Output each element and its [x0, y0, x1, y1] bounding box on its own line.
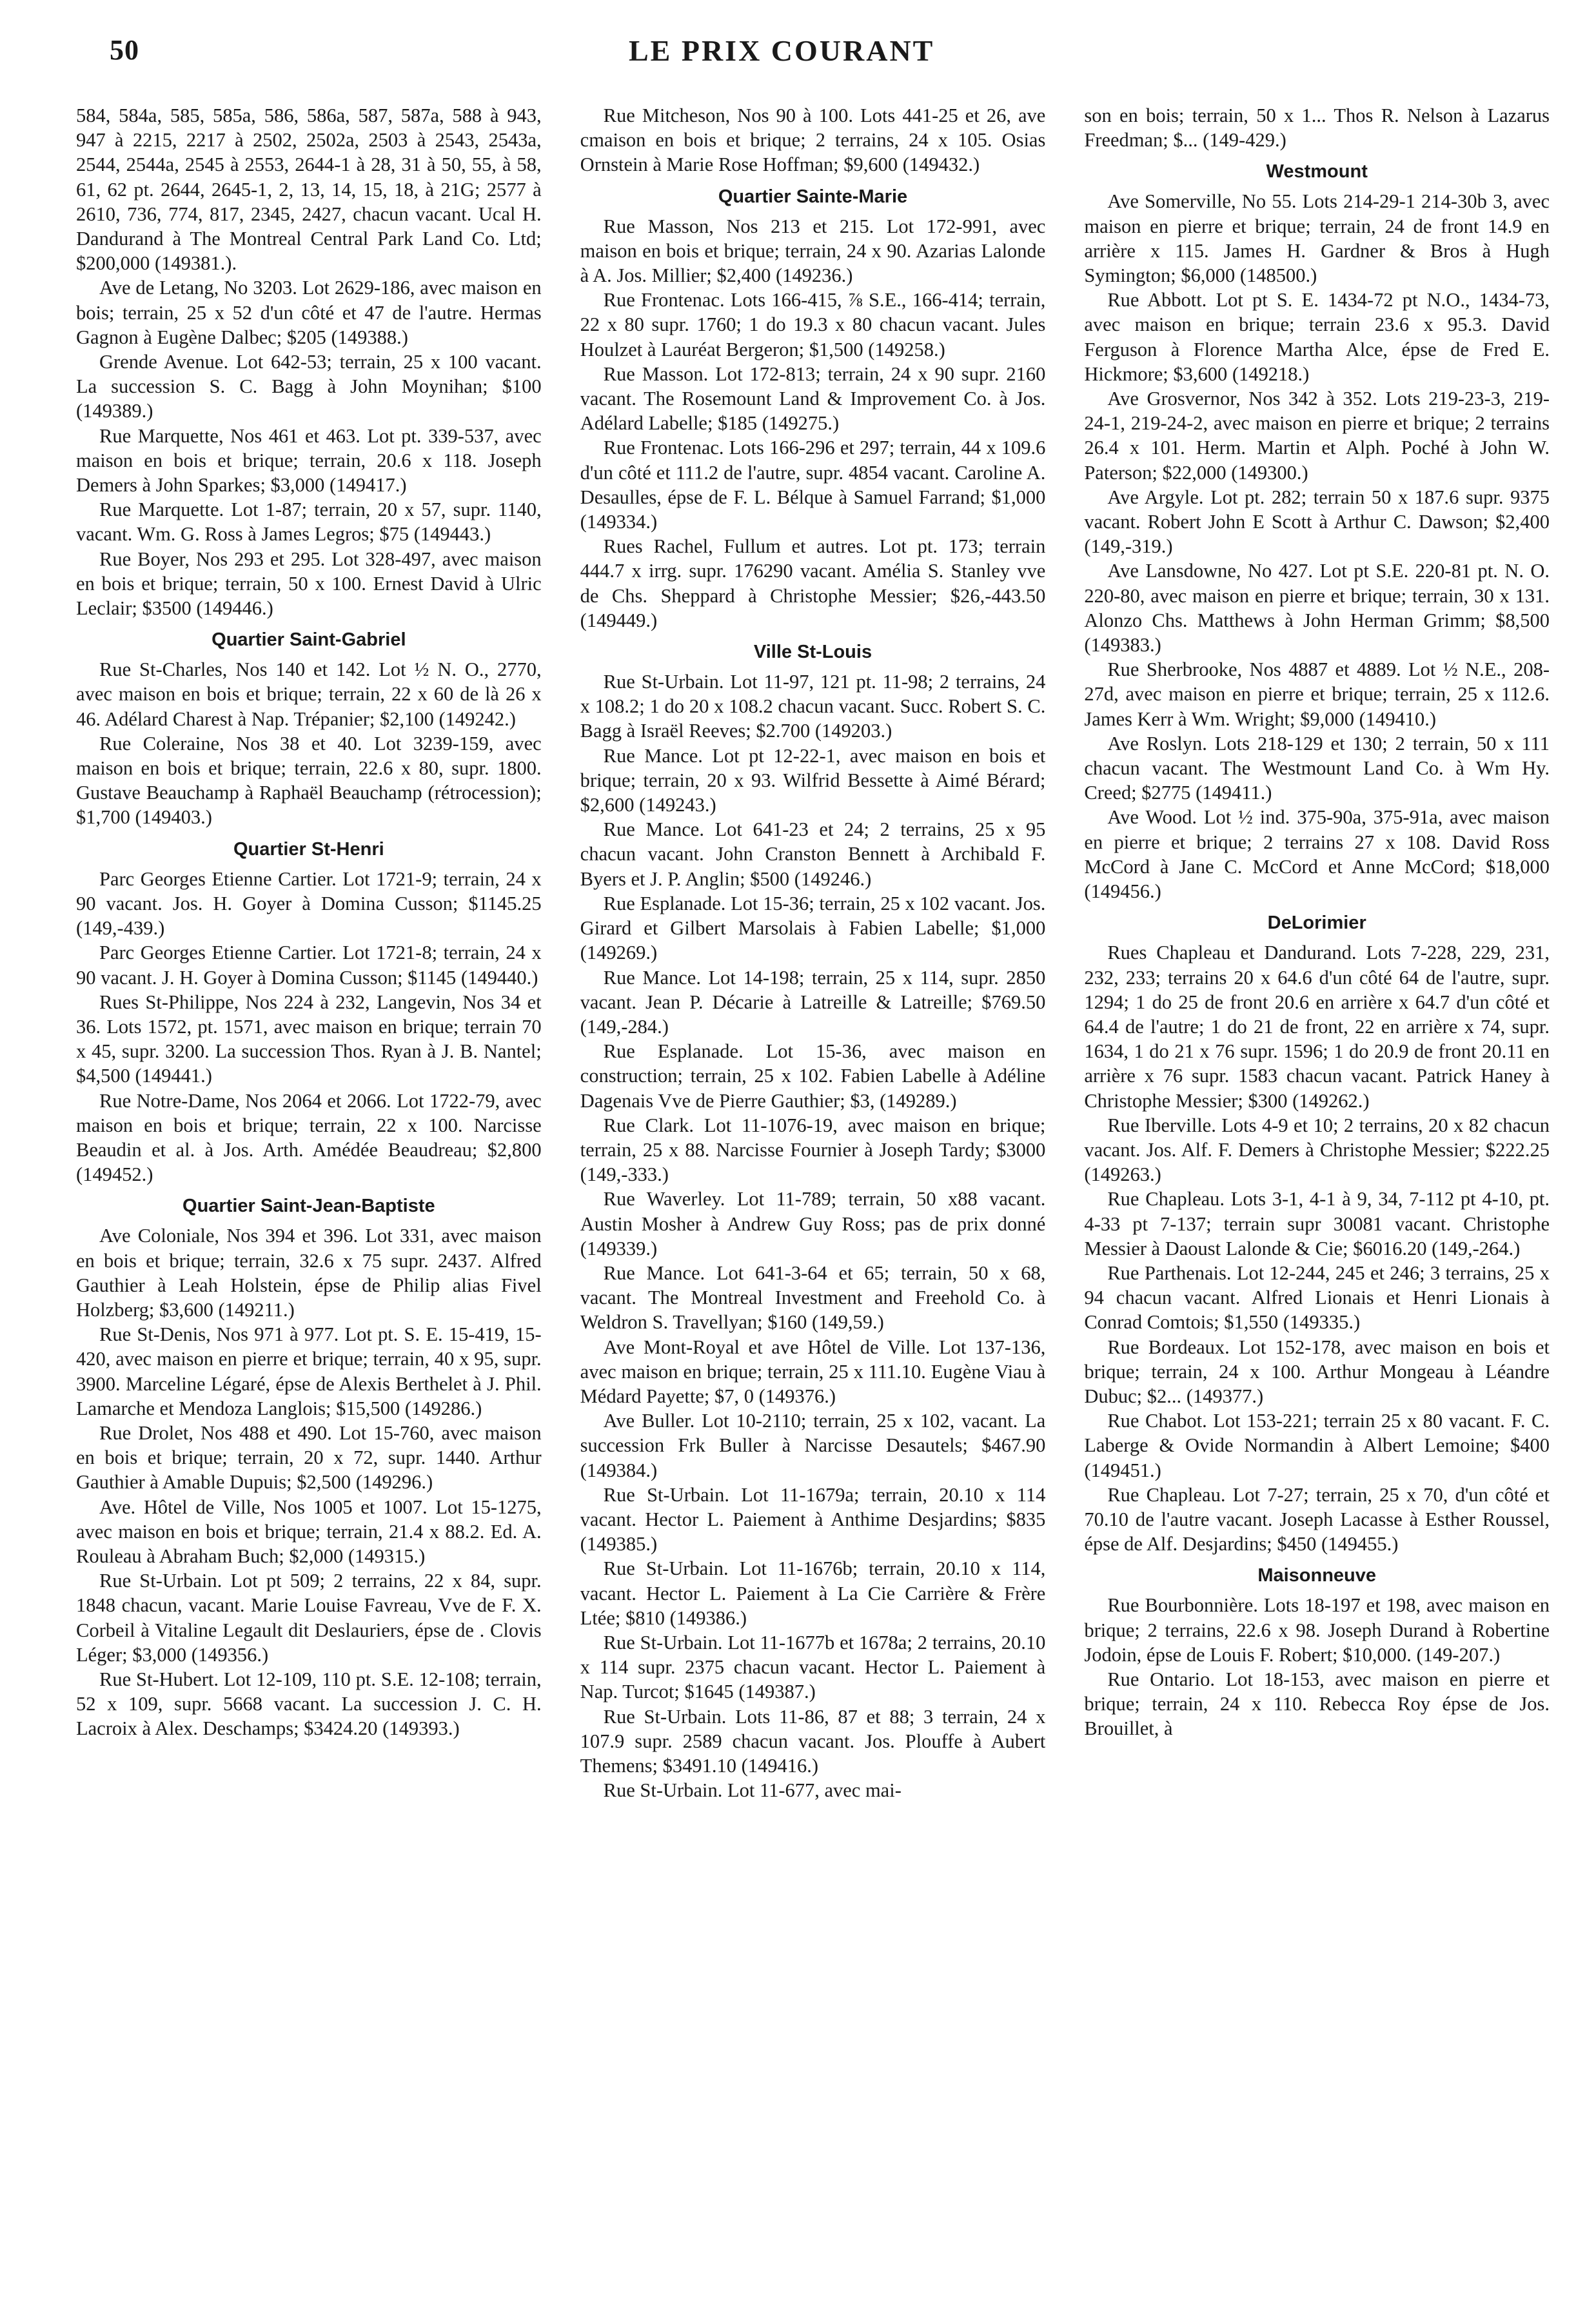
property-transaction-entry: son en bois; terrain, 50 x 1... Thos R. Nelson à Lazarus Freedman; $... (149-429.): [1084, 104, 1550, 152]
property-transaction-entry: Rue St-Urbain. Lot 11-677, avec mai-: [603, 1779, 901, 1802]
property-transaction-entry: Rue Chabot. Lot 153-221; terrain 25 x 80 vacant. F. C. Laberge & Ovide Normandin à Albert Lemoine; $400 (149451.): [1084, 1410, 1550, 1481]
property-transaction-entry: Rue St-Urbain. Lot 11-1679a; terrain, 20.10 x 114 vacant. Hector L. Paiement à Anthime Desjardins; $835 (149385.): [580, 1483, 1046, 1555]
property-transaction-entry: Rue Coleraine, Nos 38 et 40. Lot 3239-159, avec maison en bois et brique; terrain, 22.6 x 80, supr. 1800. Gustave Beauchamp à Raphaël Beauchamp (rétrocession); $1,700 (149403.): [76, 732, 542, 829]
property-transaction-entry: Rue Mance. Lot pt 12-22-1, avec maison en bois et brique; terrain, 20 x 93. Wilfrid Bessette à Aimé Bérard; $2,600 (149243.): [580, 744, 1046, 816]
section-heading: Quartier St-Henri: [233, 838, 384, 860]
page-number: 50: [110, 34, 139, 66]
property-transaction-entry: Rue Mitcheson, Nos 90 à 100. Lots 441-25 et 26, ave cmaison en bois et brique; 2 terrains, 24 x 105. Osias Ornstein à Marie Rose Hoffman; $9,600 (149432.): [580, 104, 1046, 176]
property-transaction-entry: Rues Chapleau et Dandurand. Lots 7-228, 229, 231, 232, 233; terrains 20 x 64.6 d'un côté 64 de l'autre, supr. 1294; 1 do 25 de front 20.6 en arrière x 64.7 d'un côté et 64.4 de l'autre; 1 do 21 de front, 22 en arrière x 74, supr. 1634, 1 do 21 x 76 supr. 1596; 1 do 20.9 de front 20.11 en arrière x 76 supr. 1583 chacun vacant. Patrick Haney à Christophe Messier; $300 (149262.): [1084, 942, 1550, 1112]
property-transaction-entry: Rue Boyer, Nos 293 et 295. Lot 328-497, avec maison en bois et brique; terrain, 50 x 100. Ernest David à Ulric Leclair; $3500 (149446.): [76, 548, 542, 620]
property-transaction-entry: Rue Drolet, Nos 488 et 490. Lot 15-760, avec maison en bois et brique; terrain, 20 x 72, supr. 1440. Arthur Gauthier à Amable Dupuis; $2,500 (149296.): [76, 1421, 542, 1494]
property-transaction-entry: Rue Masson, Nos 213 et 215. Lot 172-991, avec maison en bois et brique; terrain, 24 x 90. Azarias Lalonde à A. Jos. Millier; $2,400 (149236.): [580, 215, 1046, 287]
property-transaction-entry: Rues St-Philippe, Nos 224 à 232, Langevin, Nos 34 et 36. Lots 1572, pt. 1571, avec maison en brique; terrain 70 x 45, supr. 3200. La succession Thos. Ryan à J. B. Nantel; $4,500 (149441.): [76, 991, 542, 1087]
property-transaction-entry: 584, 584a, 585, 585a, 586, 586a, 587, 587a, 588 à 943, 947 à 2215, 2217 à 2502, 2502a, 2503 à 2543, 2543a, 2544, 2544a, 2545 à 2553, 2644-1 à 28, 31 à 50, 55, à 58, 61, 62 pt. 2644, 2645-1, 2, 13, 14, 15, 18, à 21G; 2577 à 2610, 736, 774, 817, 2345, 2427, chacun vacant. Ucal H. Dandurand à The Montreal Central Park Land Co. Ltd; $200,000 (149381.).: [76, 104, 542, 275]
property-transaction-entry: Rues Rachel, Fullum et autres. Lot pt. 173; terrain 444.7 x irrg. supr. 176290 vacant. Amélia S. Stanley vve de Chs. Sheppard à Christophe Messier; $26,-443.50 (149449.): [580, 535, 1046, 631]
property-transaction-entry: Rue St-Hubert. Lot 12-109, 110 pt. S.E. 12-108; terrain, 52 x 109, supr. 5668 vacant. La succession J. C. H. Lacroix à Alex. Deschamps; $3424.20 (149393.): [76, 1668, 542, 1740]
running-title: LE PRIX COURANT: [629, 34, 935, 67]
property-transaction-entry: Grende Avenue. Lot 642-53; terrain, 25 x 100 vacant. La succession S. C. Bagg à John Moynihan; $100 (149389.): [76, 351, 542, 422]
property-transaction-entry: Rue St-Urbain. Lot 11-1677b et 1678a; 2 terrains, 20.10 x 114 supr. 2375 chacun vacant. Hector L. Paiement à Nap. Turcot; $1645 (149387.): [580, 1631, 1046, 1703]
property-transaction-entry: Ave Buller. Lot 10-2110; terrain, 25 x 102, vacant. La succession Frk Buller à Narcisse Desautels; $467.90 (149384.): [580, 1410, 1046, 1481]
property-transaction-entry: Rue St-Charles, Nos 140 et 142. Lot ½ N. O., 2770, avec maison en bois et brique; terrain, 22 x 60 de là 26 x 46. Adélard Charest à Nap. Trépanier; $2,100 (149242.): [76, 658, 542, 730]
section-heading: Quartier Sainte-Marie: [718, 186, 908, 207]
property-transaction-entry: Rue Waverley. Lot 11-789; terrain, 50 x88 vacant. Austin Mosher à Andrew Guy Ross; pas de prix donné (149339.): [580, 1188, 1046, 1259]
property-transaction-entry: Ave Wood. Lot ½ ind. 375-90a, 375-91a, avec maison en pierre et brique; 2 terrains 27 x 108. David Ross McCord à Jane C. McCord et Anne McCord; $18,000 (149456.): [1084, 806, 1550, 903]
property-transaction-entry: Rue Clark. Lot 11-1076-19, avec maison en brique; terrain, 25 x 88. Narcisse Fournier à Joseph Tardy; $3000 (149,-333.): [580, 1114, 1046, 1186]
property-transaction-entry: Parc Georges Etienne Cartier. Lot 1721-8; terrain, 24 x 90 vacant. J. H. Goyer à Domina Cusson; $1145 (149440.): [76, 942, 542, 989]
text-columns: [76, 103, 1550, 2296]
property-transaction-entry: Rue Mance. Lot 14-198; terrain, 25 x 114, supr. 2850 vacant. Jean P. Décarie à Latreille & Latreille; $769.50 (149,-284.): [580, 966, 1046, 1038]
property-transaction-entry: Rue St-Urbain. Lot 11-1676b; terrain, 20.10 x 114, vacant. Hector L. Paiement à La Cie Carrière & Frère Ltée; $810 (149386.): [580, 1557, 1046, 1629]
section-heading: Quartier Saint-Jean-Baptiste: [182, 1196, 435, 1217]
property-transaction-entry: Rue Notre-Dame, Nos 2064 et 2066. Lot 1722-79, avec maison en bois et brique; terrain, 22 x 100. Narcisse Beaudin et al. à Jos. Arth. Amédée Beaudreau; $2,800 (149452.): [76, 1089, 542, 1186]
column-1: [76, 103, 542, 2296]
section-heading: Quartier Saint-Gabriel: [212, 629, 406, 651]
section-heading: Ville St-Louis: [753, 642, 872, 663]
property-transaction-entry: Rue Iberville. Lots 4-9 et 10; 2 terrains, 20 x 82 chacun vacant. Jos. Alf. F. Demers à Christophe Messier; $222.25 (149263.): [1084, 1114, 1550, 1186]
property-transaction-entry: Rue Frontenac. Lots 166-296 et 297; terrain, 44 x 109.6 d'un côté et 111.2 de l'autre, supr. 4854 vacant. Caroline A. Desaulles, épse de F. L. Bélque à Samuel Farrand; $1,000 (149334.): [580, 437, 1046, 533]
property-transaction-entry: Ave Coloniale, Nos 394 et 396. Lot 331, avec maison en bois et brique; terrain, 32.6 x 75 supr. 2437. Alfred Gauthier à Leah Holstein, épse de Philip alias Fivel Holzberg; $3,600 (149211.): [76, 1225, 542, 1321]
property-transaction-entry: Rue St-Denis, Nos 971 à 977. Lot pt. S. E. 15-419, 15-420, avec maison en pierre et brique; terrain, 40 x 95, supr. 3900. Marceline Légaré, épse de Alexis Berthelet à J. Phil. Lamarche et Mendoza Langlois; $15,500 (149286.): [76, 1323, 542, 1419]
property-transaction-entry: Rue Masson. Lot 172-813; terrain, 24 x 90 supr. 2160 vacant. The Rosemount Land & Improvement Co. à Jos. Adélard Labelle; $185 (149275.): [580, 362, 1046, 435]
property-transaction-entry: Rue Chapleau. Lot 7-27; terrain, 25 x 70, d'un côté et 70.10 de l'autre vacant. Joseph Lacasse à Esther Roussel, épse de Alf. Desjardins; $450 (149455.): [1084, 1483, 1550, 1555]
property-transaction-entry: Ave Roslyn. Lots 218-129 et 130; 2 terrain, 50 x 111 chacun vacant. The Westmount Land Co. à Wm Hy. Creed; $2775 (149411.): [1084, 732, 1550, 804]
property-transaction-entry: Rue Parthenais. Lot 12-244, 245 et 246; 3 terrains, 25 x 94 chacun vacant. Alfred Lionais et Henri Lionais à Conrad Comtois; $1,550 (149335.): [1084, 1261, 1550, 1334]
property-transaction-entry: Rue Marquette. Lot 1-87; terrain, 20 x 57, supr. 1140, vacant. Wm. G. Ross à James Legros; $75 (149443.): [76, 499, 542, 546]
column-3: [1084, 103, 1550, 2296]
property-transaction-entry: Rue Sherbrooke, Nos 4887 et 4889. Lot ½ N.E., 208-27d, avec maison en pierre et brique; terrain, 25 x 112.6. James Kerr à Wm. Wright; $9,000 (149410.): [1084, 658, 1550, 730]
property-transaction-entry: Ave Argyle. Lot pt. 282; terrain 50 x 187.6 supr. 9375 vacant. Robert John E Scott à Arthur C. Dawson; $2,400 (149,-319.): [1084, 486, 1550, 558]
section-heading: DeLorimier: [1267, 913, 1366, 934]
property-transaction-entry: Rue Ontario. Lot 18-153, avec maison en pierre et brique; terrain, 24 x 110. Rebecca Roy épse de Jos. Brouillet, à: [1084, 1668, 1550, 1740]
property-transaction-entry: Rue Chapleau. Lots 3-1, 4-1 à 9, 34, 7-112 pt 4-10, pt. 4-33 pt 7-137; terrain supr 30081 vacant. Christophe Messier à Daoust Lalonde & Cie; $6016.20 (149,-264.): [1084, 1188, 1550, 1259]
property-transaction-entry: Ave Lansdowne, No 427. Lot pt S.E. 220-81 pt. N. O. 220-80, avec maison en pierre et brique; terrain, 30 x 131. Alonzo Chs. Matthews à John Herman Grimm; $8,500 (149383.): [1084, 560, 1550, 656]
property-transaction-entry: Rue St-Urbain. Lot pt 509; 2 terrains, 22 x 84, supr. 1848 chacun, vacant. Marie Louise Favreau, Vve de F. X. Corbeil à Vitaline Legault dit Deslauriers, épse de . Clovis Léger; $3,000 (149356.): [76, 1570, 542, 1666]
property-transaction-entry: Rue Marquette, Nos 461 et 463. Lot pt. 339-537, avec maison en bois et brique; terrain, 20.6 x 118. Joseph Demers à John Sparkes; $3,000 (149417.): [76, 424, 542, 497]
property-transaction-entry: Rue Esplanade. Lot 15-36; terrain, 25 x 102 vacant. Jos. Girard et Gilbert Marsolais à Fabien Labelle; $1,000 (149269.): [580, 892, 1046, 964]
property-transaction-entry: Ave Grosvernor, Nos 342 à 352. Lots 219-23-3, 219-24-1, 219-24-2, avec maison en pierre et brique; 2 terrains 26.4 x 101. Herm. Martin et Alph. Poché à John W. Paterson; $22,000 (149300.): [1084, 388, 1550, 484]
property-transaction-entry: Ave Mont-Royal et ave Hôtel de Ville. Lot 137-136, avec maison en brique; terrain, 25 x 111.10. Eugène Viau à Médard Payette; $7, 0 (149376.): [580, 1336, 1046, 1407]
property-transaction-entry: Ave Somerville, No 55. Lots 214-29-1 214-30b 3, avec maison en pierre et brique; terrain, 24 de front 14.9 en arrière x 115. James H. Gardner & Bros à Hugh Symington; $6,000 (148500.): [1084, 190, 1550, 287]
property-transaction-entry: Rue Bordeaux. Lot 152-178, avec maison en bois et brique; terrain, 24 x 100. Arthur Mongeau à Léandre Dubuc; $2... (149377.): [1084, 1336, 1550, 1407]
property-transaction-entry: Parc Georges Etienne Cartier. Lot 1721-9; terrain, 24 x 90 vacant. Jos. H. Goyer à Domina Cusson; $1145.25 (149,-439.): [76, 867, 542, 940]
column-2: [580, 103, 1046, 2296]
property-transaction-entry: Rue St-Urbain. Lots 11-86, 87 et 88; 3 terrain, 24 x 107.9 supr. 2589 chacun vacant. Jos. Plouffe à Aubert Themens; $3491.10 (149416.): [580, 1705, 1046, 1777]
property-transaction-entry: Ave de Letang, No 3203. Lot 2629-186, avec maison en bois; terrain, 25 x 52 d'un côté et 47 de l'autre. Hermas Gagnon à Eugène Dalbec; $205 (149388.): [76, 277, 542, 348]
property-transaction-entry: Ave. Hôtel de Ville, Nos 1005 et 1007. Lot 15-1275, avec maison en bois et brique; terrain, 21.4 x 88.2. Ed. A. Rouleau à Abraham Buch; $2,000 (149315.): [76, 1496, 542, 1567]
page-header: [0, 0, 1596, 90]
property-transaction-entry: Rue Mance. Lot 641-3-64 et 65; terrain, 50 x 68, vacant. The Montreal Investment and Freehold Co. à Weldron S. Travellyan; $160 (149,59.): [580, 1261, 1046, 1334]
property-transaction-entry: Rue Abbott. Lot pt S. E. 1434-72 pt N.O., 1434-73, avec maison en brique; terrain 23.6 x 95.3. David Ferguson à Florence Martha Alce, épse de Fred E. Hickmore; $3,600 (149218.): [1084, 289, 1550, 385]
section-heading: Westmount: [1266, 161, 1368, 183]
property-transaction-entry: Rue St-Urbain. Lot 11-97, 121 pt. 11-98; 2 terrains, 24 x 108.2; 1 do 20 x 108.2 chacun vacant. Succ. Robert S. C. Bagg à Israël Reeves; $2.700 (149203.): [580, 671, 1046, 742]
property-transaction-entry: Rue Frontenac. Lots 166-415, ⅞ S.E., 166-414; terrain, 22 x 80 supr. 1760; 1 do 19.3 x 80 chacun vacant. Jules Houlzet à Lauréat Bergeron; $1,500 (149258.): [580, 289, 1046, 360]
section-heading: Maisonneuve: [1257, 1565, 1377, 1586]
property-transaction-entry: Rue Mance. Lot 641-23 et 24; 2 terrains, 25 x 95 chacun vacant. John Cranston Bennett à Archibald F. Byers et J. P. Anglin; $500 (149246.): [580, 818, 1046, 890]
property-transaction-entry: Rue Esplanade. Lot 15-36, avec maison en construction; terrain, 25 x 102. Fabien Labelle à Adéline Dagenais Vve de Pierre Gauthier; $3, (149289.): [580, 1040, 1046, 1112]
property-transaction-entry: Rue Bourbonnière. Lots 18-197 et 198, avec maison en brique; 2 terrains, 22.6 x 98. Joseph Durand à Robertine Jodoin, épse de Louis F. Robert; $10,000. (149-207.): [1084, 1594, 1550, 1666]
